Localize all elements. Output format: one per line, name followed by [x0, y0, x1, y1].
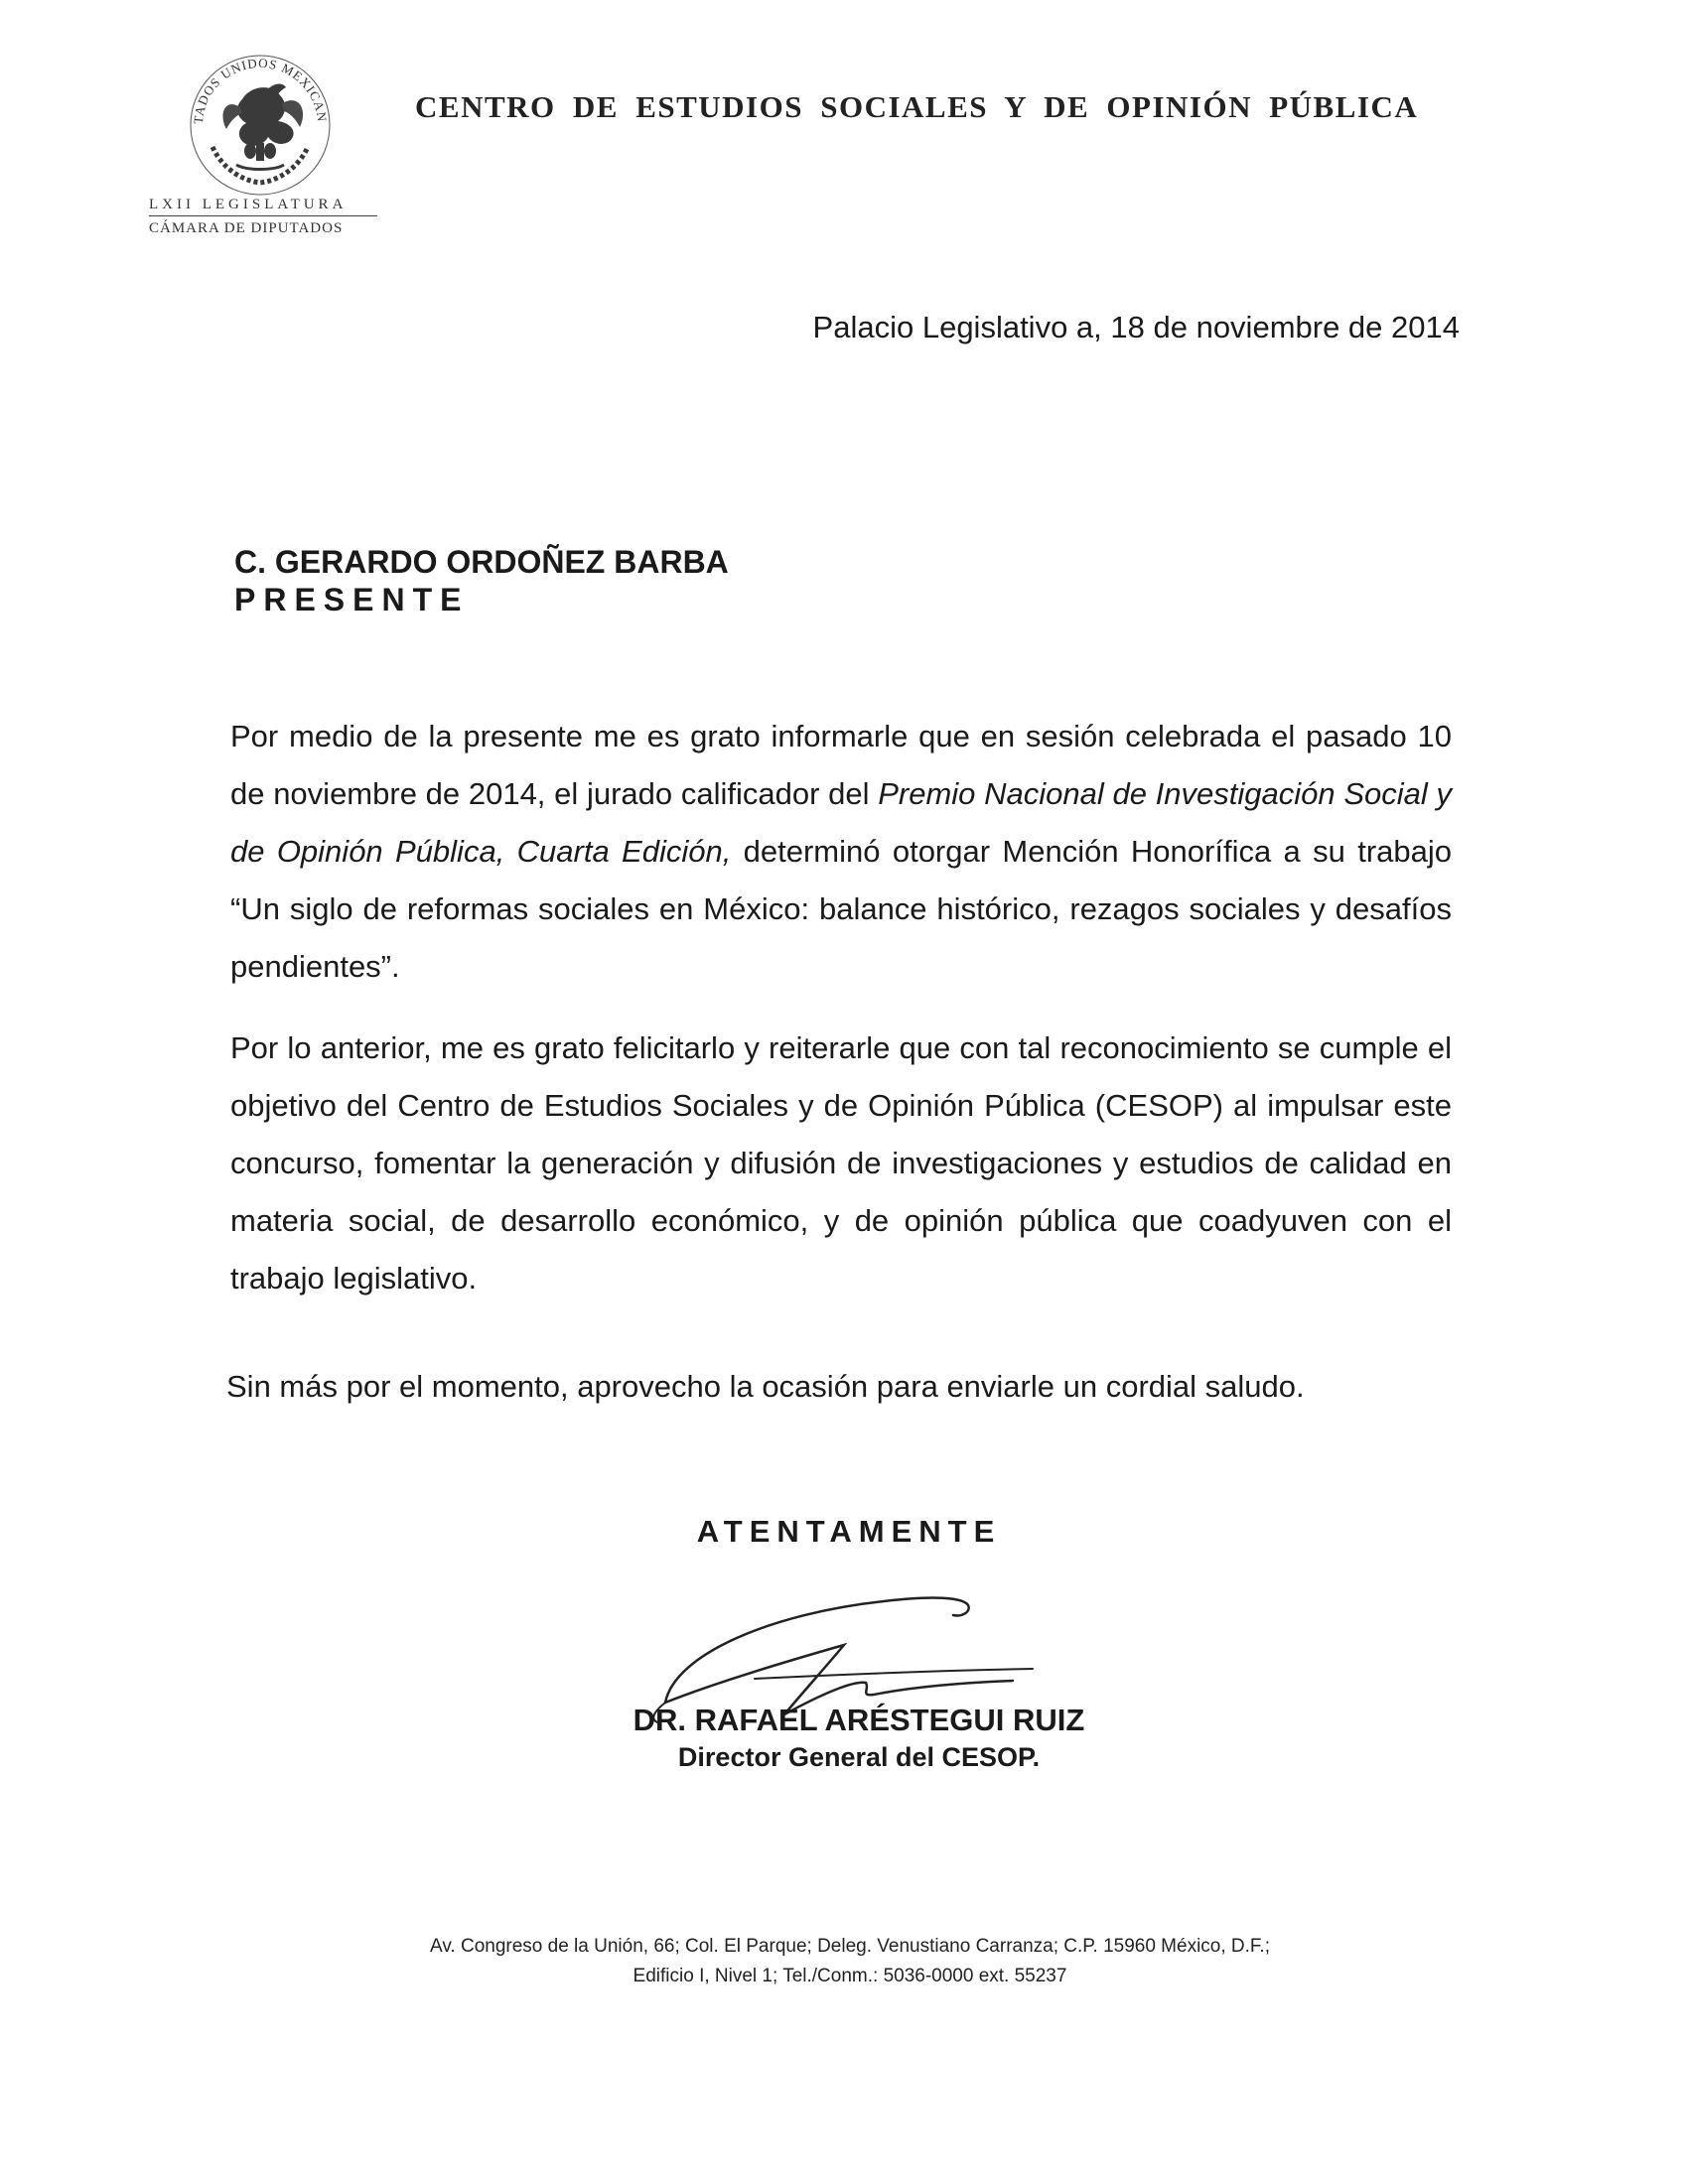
organization-title: CENTRO DE ESTUDIOS SOCIALES Y DE OPINIÓN PÚBLICA [415, 89, 1419, 124]
legislatura-label: LXII LEGISLATURA [149, 197, 377, 216]
para1-text-a: Por medio de la presente me es grato informarle que en sesión celebrada el pasado 10 de noviembre de 2014, el jurado calificador del [230, 719, 1452, 811]
date-line: Palacio Legislativo a, 18 de noviembre de 2014 [812, 310, 1460, 344]
para1-text-b: determinó otorgar Mención Honorífica a su trabajo “Un siglo de reformas sociales en México: balance histórico, rezagos sociales y desafíos pendientes”. [230, 834, 1452, 984]
footer-address-line-2: Edificio I, Nivel 1; Tel./Conm.: 5036-0000 ext. 55237 [633, 1966, 1067, 1986]
signer-name: DR. RAFAEL ARÉSTEGUI RUIZ [633, 1703, 1085, 1737]
para1-award-name: Premio Nacional de Investigación Social y de Opinión Pública, Cuarta Edición, [230, 776, 1452, 869]
camara-label: CÁMARA DE DIPUTADOS [149, 220, 344, 236]
body-paragraph-2: Por lo anterior, me es grato felicitarlo y reiterarle que con tal reconocimiento se cumple el objetivo del Centro de Estudios Sociales y de Opinión Pública (CESOP) al impulsar este concurso, fomentar la generación y difusión de investigaciones y estudios de calidad en materia social, de desarrollo económico, y de opinión pública que coadyuven con el trabajo legislativo. [230, 1030, 1452, 1296]
addressee-presente: PRESENTE [234, 582, 470, 617]
coat-of-arms-seal [181, 38, 340, 197]
body-paragraph-1 [230, 708, 1452, 996]
signer-title: Director General del CESOP. [677, 1742, 1041, 1772]
seal-text: TADOS UNIDOS MEXICAN [190, 55, 331, 125]
body-paragraph-3: Sin más por el momento, aprovecho la ocasión para enviarle un cordial saludo. [226, 1369, 1305, 1404]
closing-atentamente: ATENTAMENTE [696, 1514, 1002, 1549]
addressee-name: C. GERARDO ORDOÑEZ BARBA [234, 544, 729, 580]
footer-address-line-1: Av. Congreso de la Unión, 66; Col. El Parque; Deleg. Venustiano Carranza; C.P. 15960 México, D.F.; [430, 1936, 1270, 1957]
